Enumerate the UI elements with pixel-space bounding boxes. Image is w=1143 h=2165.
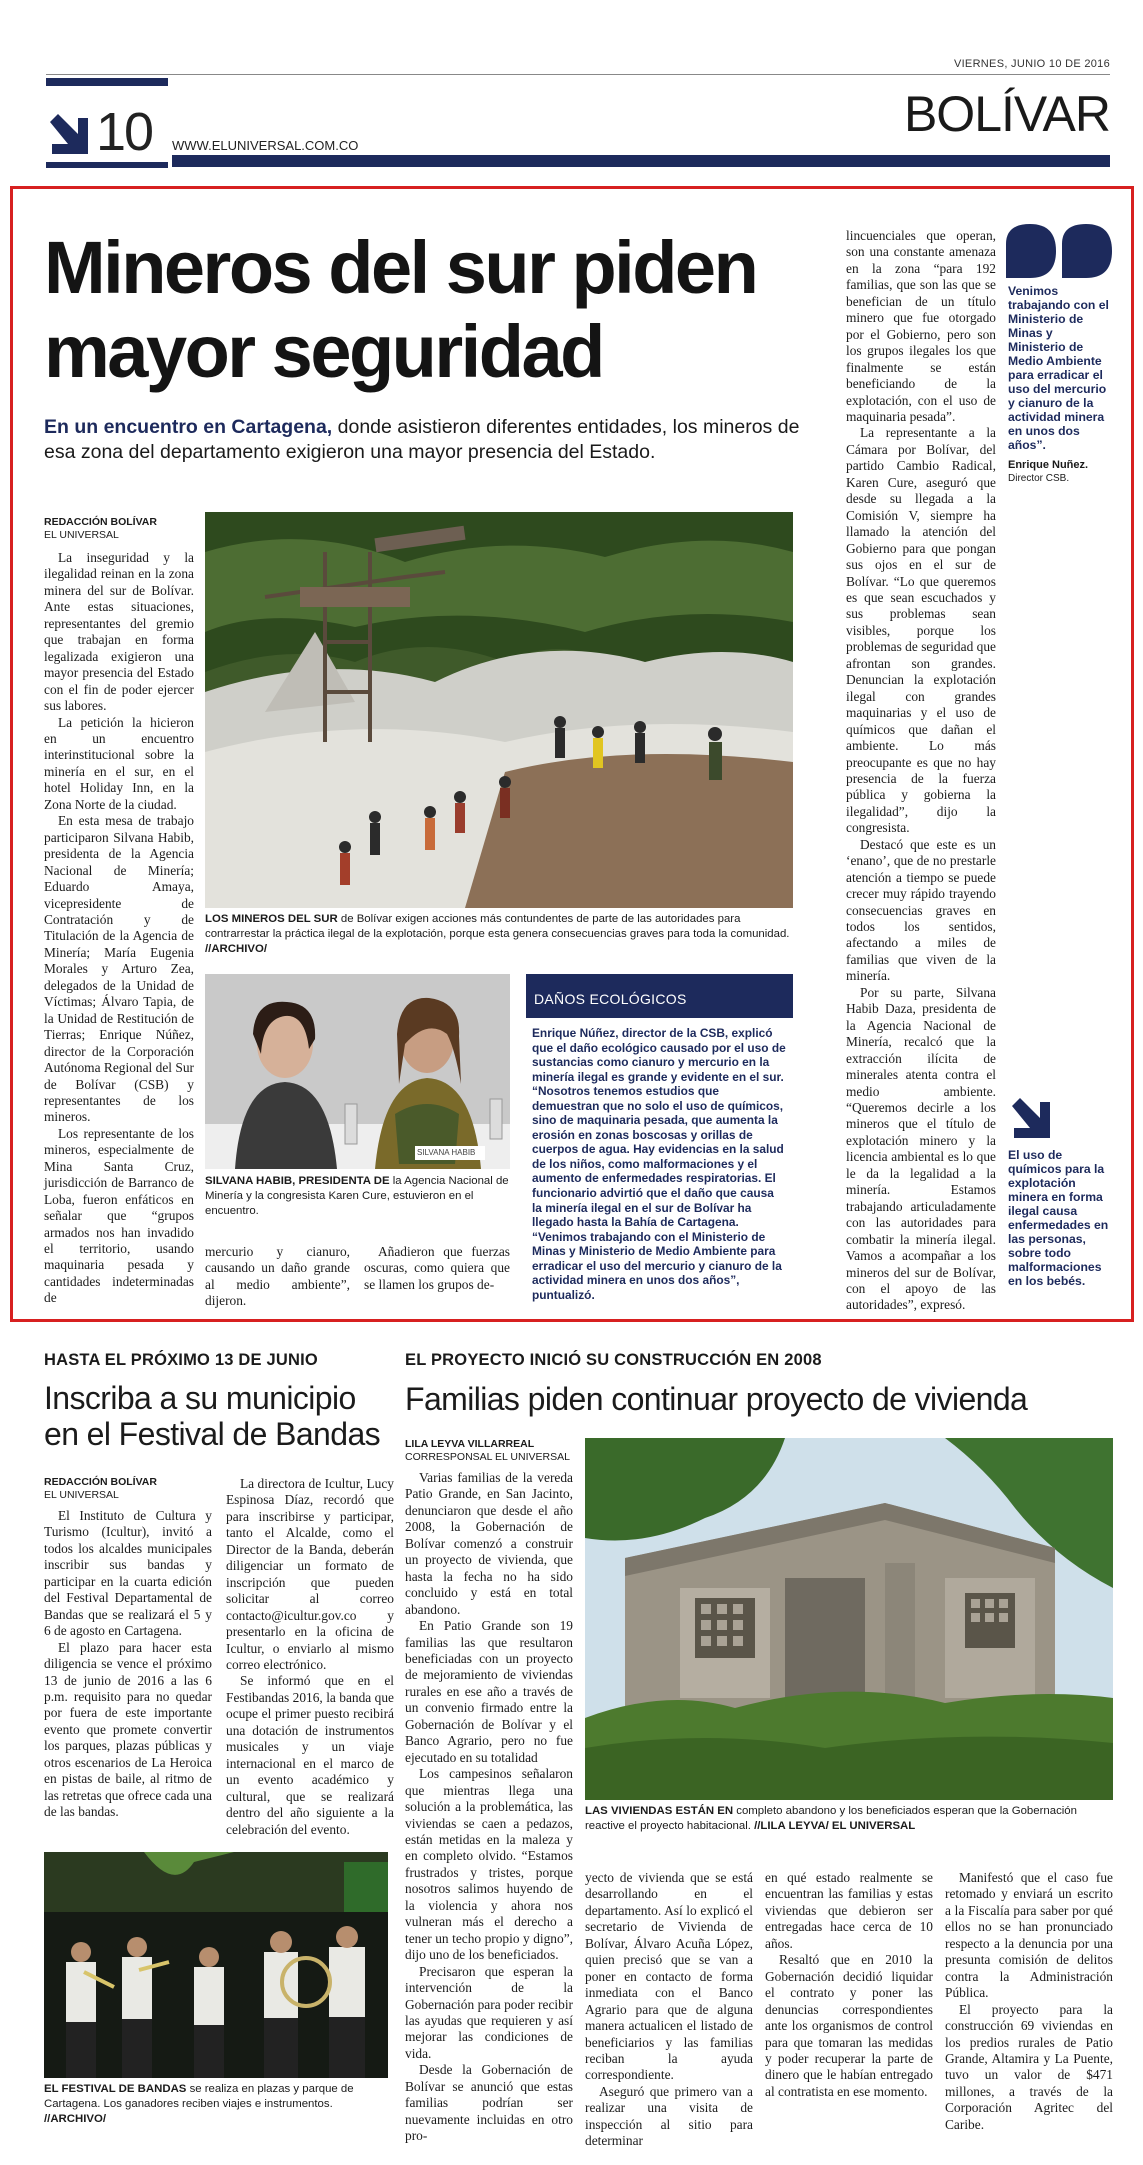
story2-byline	[44, 1476, 212, 1502]
pull-quote-1	[1008, 284, 1112, 486]
paragraph: El plazo para hacer esta diligencia se vence el próximo 13 de junio de 2016 a las 6 p.m. requisito para no quedar por fuera de este importante evento que promete convertir los parques, plazas públicas y otros escenarios de La Heroica en pistas de baile, al ritmo de las retretas que ofrece cada una de las bandas.	[44, 1639, 212, 1820]
paragraph: Desde la Gobernación de Bolívar se anunció que estas familias podrían ser nuevamente incluidas en otro pro-	[405, 2062, 573, 2144]
story2-headline-line1: Inscriba a su municipio	[44, 1380, 356, 1416]
main-headline	[44, 226, 824, 394]
caption-lead: SILVANA HABIB, PRESIDENTA DE	[205, 1175, 390, 1187]
story3-byline-name: LILA LEYVA VILLARREAL	[405, 1438, 535, 1450]
header-top-bar	[46, 78, 168, 86]
paragraph: Manifestó que el caso fue retomado y enviará un escrito a la Fiscalía para saber por qué ellos no se han pronunciado respecto a la denuncia por una presunta comisión de delitos contra la Administración Pública.	[945, 1870, 1113, 2001]
quote-arrow-icon	[1008, 1096, 1052, 1140]
story3-kicker: EL PROYECTO INICIÓ SU CONSTRUCCIÓN EN 2008	[405, 1351, 822, 1369]
pull-quote-2: El uso de químicos para la explotación minera en forma ilegal causa enfermedades en las personas, sobre todo malformaciones en los bebés.	[1008, 1148, 1109, 1288]
photo-houses-caption	[585, 1804, 1113, 1834]
paragraph: lincuenciales que operan, son una constante amenaza en la zona “para 192 familias, que son las que se benefician de un título minero que fue otorgado por el Gobierno, pero son los grupos ilegales los que finalmente se están beneficiando de la explotación, con el uso de maquinaria pesada”.	[846, 228, 996, 424]
paragraph: La representante a la Cámara por Bolívar, del partido Cambio Radical, Karen Cure, aseguró que desde su llegada a la Comisión V, siempre ha llamado la atención del Gobierno para que pongan sus ojos en el sur de Bolívar. “Lo que queremos es que sean escuchados y sus problemas sean visibles, porque los problemas de seguridad que afrontan son grandes. Denuncian la explotación ilegal con grandes maquinarias y el uso de químicos que dañan el ambiente. Lo más preocupante es que no hay presencia de la fuerza pública y gobierna la ilegalidad”, dijo la congresista.	[846, 425, 996, 836]
main-story-col2	[205, 1244, 350, 1310]
main-byline	[44, 516, 194, 542]
paragraph: Los representante de los mineros, especialmente de Mina Santa Cruz, jurisdicción de Barranco de Loba, fueron enfáticos en señalar que “grupos armados nos han invadido el territorio, usando maquinaria pesada y cantidades indeterminadas de	[44, 1125, 194, 1306]
main-headline-line2: mayor seguridad	[44, 310, 603, 393]
sidebar-body: Enrique Núñez, director de la CSB, explicó que el daño ecológico causado por el uso de sustancias como cianuro y mercurio en la minería ilegal es grande y evidente en el sur. “Nosotros tenemos estudios que demuestran que no solo el uso de químicos, sino de maquinaria pesada, que aumenta la erosión en zonas boscosas y orillas de cuerpos de agua. Hay evidencias en la salud de los niños, como malformaciones y el aumento de enfermedades respiratorias. El funcionario advirtió que el daño que causa la minería ilegal en el sur de Bolívar ha llegado hasta la Bahía de Cartagena. “Venimos trabajando con el Ministerio de Minas y Ministerio de Medio Ambiente para erradicar el uso del mercurio y cianuro de la actividad minera en unos dos años”, puntualizó.	[532, 1026, 786, 1302]
main-deck-text: donde asistieron diferentes entidades, los mineros de esa zona del departamento exigieron una mayor presencia del Estado.	[44, 416, 800, 463]
paragraph: Aseguró que primero van a realizar una visita de inspección al sitio para determinar	[585, 2083, 753, 2149]
section-title: BOLÍVAR	[903, 86, 1110, 142]
pull-quote-1-text: Venimos trabajando con el Ministerio de Minas y Ministerio de Medio Ambiente para erradicar el uso del mercurio y cianuro de la actividad minera en unos dos años”.	[1008, 284, 1109, 452]
main-deck-highlight: En un encuentro en Cartagena,	[44, 416, 333, 438]
photo-abandoned-houses	[585, 1438, 1113, 1800]
quote-marks-icon	[1006, 224, 1112, 278]
story2-byline-name: REDACCIÓN BOLÍVAR	[44, 1476, 157, 1488]
paragraph: La inseguridad y la ilegalidad reinan en la zona minera del sur de Bolívar. Ante estas situaciones, representantes del gremio que trabajan en forma legalizada exigieron una mayor presencia del Estado con el fin de poder ejercer sus labores.	[44, 550, 194, 714]
story3-col2	[585, 1870, 753, 2150]
header-thin-rule	[46, 74, 1110, 75]
photo-miners-caption	[205, 912, 793, 957]
story2-col2	[226, 1476, 394, 1838]
caption-credit: //LILA LEYVA/ EL UNIVERSAL	[750, 1820, 916, 1832]
main-story-col4	[846, 228, 996, 1314]
paragraph: La petición la hicieron en un encuentro interinstitucional sobre la minería en el sur, en el hotel Holiday Inn, en la Zona Norte de la ciudad.	[44, 714, 194, 812]
paragraph: mercurio y cianuro, causando un daño grande al medio ambiente”, dijeron.	[205, 1244, 350, 1309]
photo-miners	[205, 512, 793, 908]
photo-band-festival	[44, 1852, 388, 2078]
main-deck	[44, 415, 814, 465]
paragraph: Destacó que este es un ‘enano’, que de no prestarle atención a tiempo se puede crecer muy rápido trayendo consecuencias graves en todos los sentidos, afectando a miles de familias que viven de la minería.	[846, 836, 996, 984]
story2-headline-line2: en el Festival de Bandas	[44, 1416, 381, 1452]
caption-text: de Bolívar exigen acciones más contundentes de parte de las autoridades para contrarrestar la práctica ilegal de la explotación, porque esta genera consecuencias graves para toda la comunidad.	[205, 913, 790, 940]
main-story-col1	[44, 516, 194, 1307]
caption-lead: LAS VIVIENDAS ESTÁN EN	[585, 1805, 734, 1817]
story3-col3	[765, 1870, 933, 2100]
pull-quote-1-role: Director CSB.	[1008, 473, 1070, 484]
story2-kicker: HASTA EL PRÓXIMO 13 DE JUNIO	[44, 1351, 318, 1369]
sidebar-title: DAÑOS ECOLÓGICOS	[526, 974, 793, 1018]
main-byline-name: REDACCIÓN BOLÍVAR	[44, 516, 157, 528]
paragraph: Añadieron que fuerzas oscuras, como quiera que se llamen los grupos de-	[364, 1244, 510, 1292]
story3-headline: Familias piden continuar proyecto de vivienda	[405, 1381, 1028, 1417]
header-arrow-icon	[46, 112, 90, 156]
story3-byline-outlet: CORRESPONSAL EL UNIVERSAL	[405, 1451, 570, 1463]
caption-text: completo abandono y los beneficiados esperan que la Gobernación reactive el proyecto habitacional.	[585, 1805, 1077, 1832]
caption-text: la Agencia Nacional de Minería y la congresista Karen Cure, estuvieron en el encuentro.	[205, 1175, 509, 1217]
caption-lead: EL FESTIVAL DE BANDAS	[44, 2083, 187, 2095]
pull-quote-1-speaker: Enrique Nuñez.	[1008, 459, 1089, 471]
story3-col1	[405, 1438, 573, 2145]
story3-byline	[405, 1438, 573, 1464]
paragraph: Por su parte, Silvana Habib Daza, presidenta de la Agencia Nacional de Minería, recalcó que la extracción ilícita de minerales atenta contra el medio ambiente. “Queremos decirle a los mineros que el título de explotación minero y la licencia ambiental es lo que le da la legalidad a la minería. Estamos trabajando articuladamente con las autoridades para combatir la minería ilegal. Vamos a acompañar a los mineros del sur de Bolívar, con el apoyo de las autoridades”, expresó.	[846, 984, 996, 1313]
website-link[interactable]: WWW.ELUNIVERSAL.COM.CO	[172, 138, 359, 153]
paragraph: En esta mesa de trabajo participaron Silvana Habib, presidenta de la Agencia Nacional de Minería; Eduardo Amaya, vicepresidente de Contratación y de Titulación de la Agencia de Minería; María Eugenia Morales y Arturo Zea, delegados de la Unidad de Víctimas; Álvaro Tapia, de la Unidad de Restitución de Tierras; Enrique Núñez, director de la Corporación Autónoma Regional del Sur de Bolívar (CSB) y representantes de los mineros.	[44, 813, 194, 1125]
page-date: VIERNES, JUNIO 10 DE 2016	[953, 58, 1110, 70]
main-headline-line1: Mineros del sur piden	[44, 226, 757, 309]
page-number-underline	[46, 162, 168, 168]
story2-headline	[44, 1380, 414, 1452]
paragraph: El proyecto para la construcción 69 viviendas en los predios rurales de Patio Grande, Altamira y La Puente, tuvo un valor de $471 millones, a través de la Corporación Agritec del Caribe.	[945, 2001, 1113, 2132]
paragraph: en qué estado realmente se encuentran las familias y estas viviendas que debieron ser entregadas hace cerca de 10 años.	[765, 1870, 933, 1951]
photo-officials	[205, 974, 510, 1169]
caption-credit: //ARCHIVO/	[44, 2113, 107, 2125]
page-number: 10	[96, 102, 153, 162]
main-story-col3	[364, 1244, 510, 1293]
paragraph: El Instituto de Cultura y Turismo (Icultur), invitó a todos los alcaldes municipales inscribir sus bandas y participar en la cuarta edición del Festival Departamental de Bandas que se realizará el 5 y 6 de agosto en Cartagena.	[44, 1508, 212, 1639]
paragraph: En Patio Grande son 19 familias las que resultaron beneficiadas con un proyecto de mejoramiento de viviendas rurales en ese año a través de un convenio firmado entre la Gobernación de Bolívar y el Banco Agrario, pero no fue ejecutado en su totalidad	[405, 1618, 573, 1765]
name-placard: SILVANA HABIB	[417, 1148, 476, 1157]
story2-byline-outlet: EL UNIVERSAL	[44, 1489, 119, 1501]
main-byline-outlet: EL UNIVERSAL	[44, 529, 119, 541]
story2-col1	[44, 1476, 212, 1821]
paragraph: Los campesinos señalaron que mientras llega una solución a la problemática, las viviendas se caen a pedazos, están metidas en la maleza y en completo olvido. “Estamos frustrados y tristes, porque nosotros salimos huyendo de la violencia y ahora nos vulneran más el derecho a tener un techo propio y digno”, dijo uno de los beneficiados.	[405, 1766, 573, 1963]
caption-credit: //ARCHIVO/	[205, 943, 268, 955]
paragraph: Precisaron que esperan la intervención de la Gobernación para poder recibir las ayudas que requieren y así mejorar las condiciones de vida.	[405, 1963, 573, 2061]
paragraph: yecto de vivienda que se está desarrollando en el departamento. Así lo explicó el secretario de Vivienda de Bolívar, Álvaro Acuña López, quien precisó que se van a poner en contacto de forma inmediata con el Banco Agrario para que de alguna manera actualicen el listado de beneficiarios y las familias reciban la ayuda correspondiente.	[585, 1870, 753, 2083]
paragraph: La directora de Icultur, Lucy Espinosa Díaz, recordó que para inscribirse y participar, tanto el Alcalde, como el Director de la Banda, deberán diligenciar un formato de inscripción que pueden solicitar al correo contacto@icultur.gov.co y presentarlo en la oficina de Icultur, o enviarlo al mismo correo electrónico.	[226, 1476, 394, 1672]
header-rule	[172, 155, 1110, 167]
sidebar-ecological-damage	[526, 974, 793, 1302]
caption-lead: LOS MINEROS DEL SUR	[205, 913, 338, 925]
caption-text: se realiza en plazas y parque de Cartagena. Los ganadores reciben viajes e instrumentos.	[44, 2083, 354, 2110]
paragraph: Varias familias de la vereda Patio Grande, en San Jacinto, denunciaron que desde el año 2008, la Gobernación de Bolívar comenzó a construir un proyecto de vivienda, que hasta la fecha no ha sido concluido y está en total abandono.	[405, 1470, 573, 1617]
paragraph: Se informó que en el Festibandas 2016, la banda que ocupe el primer puesto recibirá una dotación de instrumentos musicales y un viaje internacional en el marco de un evento académico y cultural, que se realizará dentro del año siguiente a la celebración del evento.	[226, 1673, 394, 1837]
paragraph: Resaltó que en 2010 la Gobernación decidió liquidar el contrato y poner las denuncias correspondientes ante los organismos de control para que tomaran las medidas y poder recuperar la parte de dinero que le habían entregado al contratista en ese momento.	[765, 1952, 933, 2099]
photo-officials-caption	[205, 1174, 510, 1219]
photo-band-caption	[44, 2082, 394, 2127]
story3-col4	[945, 1870, 1113, 2133]
